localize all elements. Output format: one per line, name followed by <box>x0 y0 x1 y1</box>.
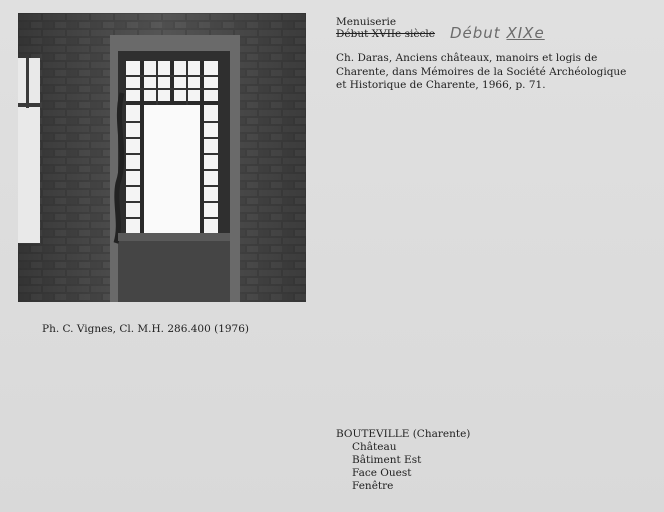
window-photo-drawing <box>18 13 306 302</box>
reference-line: Charente, dans Mémoires de la Société Archéologique <box>336 65 627 78</box>
location-detail: Bâtiment Est <box>352 454 422 466</box>
bibliographic-reference <box>336 52 636 93</box>
reference-line: Ch. Daras, Anciens châteaux, manoirs et logis de <box>336 52 598 64</box>
location-block <box>336 428 470 493</box>
handwritten-date <box>450 24 545 42</box>
reference-line: et Historique de Charente, 1966, p. 71. <box>336 79 546 91</box>
location-place: BOUTEVILLE (Charente) <box>336 428 471 440</box>
photo-credit: Ph. C. Vignes, Cl. M.H. 286.400 (1976) <box>42 323 250 335</box>
handwritten-prefix: Début <box>450 24 501 42</box>
handwritten-century: XIXe <box>506 24 545 42</box>
location-detail: Face Ouest <box>352 467 412 479</box>
location-detail: Château <box>352 441 397 453</box>
category-label: Menuiserie <box>336 16 397 28</box>
window-photograph <box>18 13 306 302</box>
period-struck: Début XVIIe siècle <box>336 28 435 40</box>
location-detail: Fenêtre <box>352 480 394 492</box>
